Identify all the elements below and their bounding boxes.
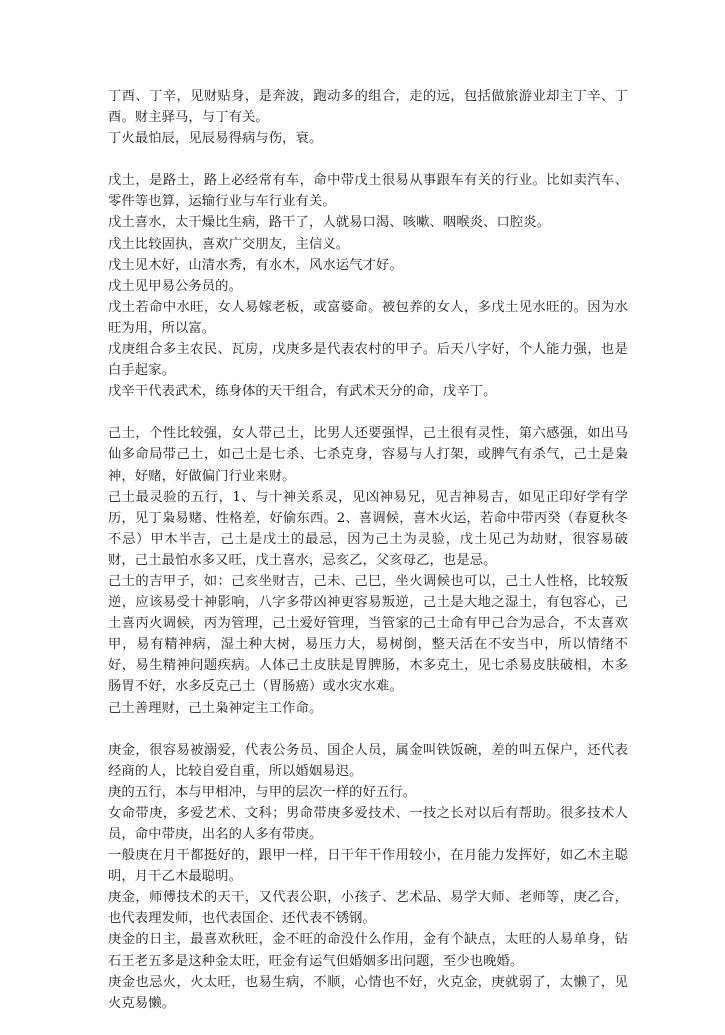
- document-body: [108, 86, 628, 1035]
- paragraph: 己土，个性比较强，女人带己土，比男人还要强悍，己土很有灵性，第六感强，如出马仙多命局带己土，如己土是七杀、七杀克身，容易与人打架，或脾气有杀气，己土是枭神，好赌，好做偏门行业来财。: [108, 426, 628, 484]
- paragraph: 戊土比较固执，喜欢广交朋友，主信义。: [108, 236, 350, 252]
- paragraph: 女命带庚，多爱艺术、文科；男命带庚多爱技术、一技之长对以后有帮助。很多技术人员，命中带庚，出名的人多有带庚。: [108, 805, 628, 842]
- paragraph: 庚金的日主，最喜欢秋旺，金不旺的命没什么作用，金有个缺点，太旺的人易单身，钻石王老五多是这种金太旺，旺金有运气但婚姻多出问题，至少也晚婚。: [108, 932, 628, 969]
- paragraph: 戊土喜水，太干燥比生病，路干了，人就易口渴、咳嗽、咽喉炎、口腔炎。: [108, 215, 551, 231]
- paragraph: 己土最灵验的五行，1、与十神关系灵，见凶神易兄，见吉神易吉，如见正印好学有学历，见丁枭易赌、性格差，好偷东西。2、喜调候，喜木火运，若命中带丙癸（春夏秋冬不忌）甲木半吉，己土是戊土的最忌，因为己土为灵验，戊土见己为劫财，很容易破财，己土最怕水多又旺，戊土喜水，忌亥乙，父亥母乙，也是忌。: [108, 489, 628, 568]
- section-ding: [108, 86, 628, 149]
- paragraph: 庚金也忌火，火太旺，也易生病，不顺，心情也不好，火克金，庚就弱了，太懒了，见火克易懒。: [108, 974, 628, 1011]
- paragraph: 戊土若命中水旺，女人易嫁老板，或富婆命。被包养的女人，多戊土见水旺的。因为水旺为用，所以富。: [108, 299, 628, 336]
- paragraph: 戊土，是路土，路上必经常有车，命中带戊土很易从事跟车有关的行业。比如卖汽车、零件等也算，运输行业与车行业有关。: [108, 173, 628, 210]
- paragraph: 戊辛干代表武术，练身体的天干组合，有武术天分的命，戊辛丁。: [108, 384, 497, 400]
- paragraph: 庚金，师傅技术的天干，又代表公职，小孩子、艺术品、易学大师、老师等，庚乙合，也代表理发师，也代表国企、还代表不锈钢。: [108, 890, 628, 927]
- paragraph: 丁酉、丁辛，见财贴身，是奔波，跑动多的组合，走的远，包括做旅游业却主丁辛、丁酉。财主驿马，与丁有关。: [108, 89, 628, 126]
- paragraph: 戊土见木好，山清水秀，有水木，风水运气才好。: [108, 257, 403, 273]
- paragraph: 戊庚组合多主农民、瓦房，戊庚多是代表农村的甲子。后天八字好，个人能力强，也是白手起家。: [108, 342, 628, 379]
- paragraph: 丁火最怕辰，见辰易得病与伤，衰。: [108, 131, 323, 147]
- paragraph: 庚的五行，本与甲相冲，与甲的层次一样的好五行。: [108, 784, 417, 800]
- section-ji: [108, 423, 628, 718]
- paragraph: 庚金，很容易被溺爱，代表公务员、国企人员，属金叫铁饭碗，差的叫五保户，还代表经商的人，比较自爱自重，所以婚姻易迟。: [108, 742, 628, 779]
- paragraph: 己土善理财，己土枭神定主工作命。: [108, 700, 323, 716]
- paragraph: 一般庚在月干都挺好的，跟甲一样，日干年干作用较小，在月能力发挥好，如乙木主聪明，月干乙木最聪明。: [108, 848, 628, 885]
- section-wu: [108, 170, 628, 402]
- paragraph: 己土的吉甲子，如：己亥坐财吉，己未、己巳，坐火调候也可以，己土人性格，比较叛逆，应该易受十神影响，八字多带凶神更容易叛逆，己土是大地之湿土，有包容心，己土喜丙火调候，丙为管理，己土爱好管理，当管家的己土命有甲己合为忌合，不太喜欢甲，易有精神病，湿土种大树，易压力大，易树倒，整天活在不安当中，所以情绪不好，易生精神问题疾病。人体己土皮肤是胃脾肠，木多克土，见七杀易皮肤破相，木多肠胃不好，水多反克己土（胃肠癌）或水灾水难。: [108, 573, 628, 695]
- section-geng: [108, 740, 628, 1014]
- paragraph: 戊土见甲易公务员的。: [108, 278, 242, 294]
